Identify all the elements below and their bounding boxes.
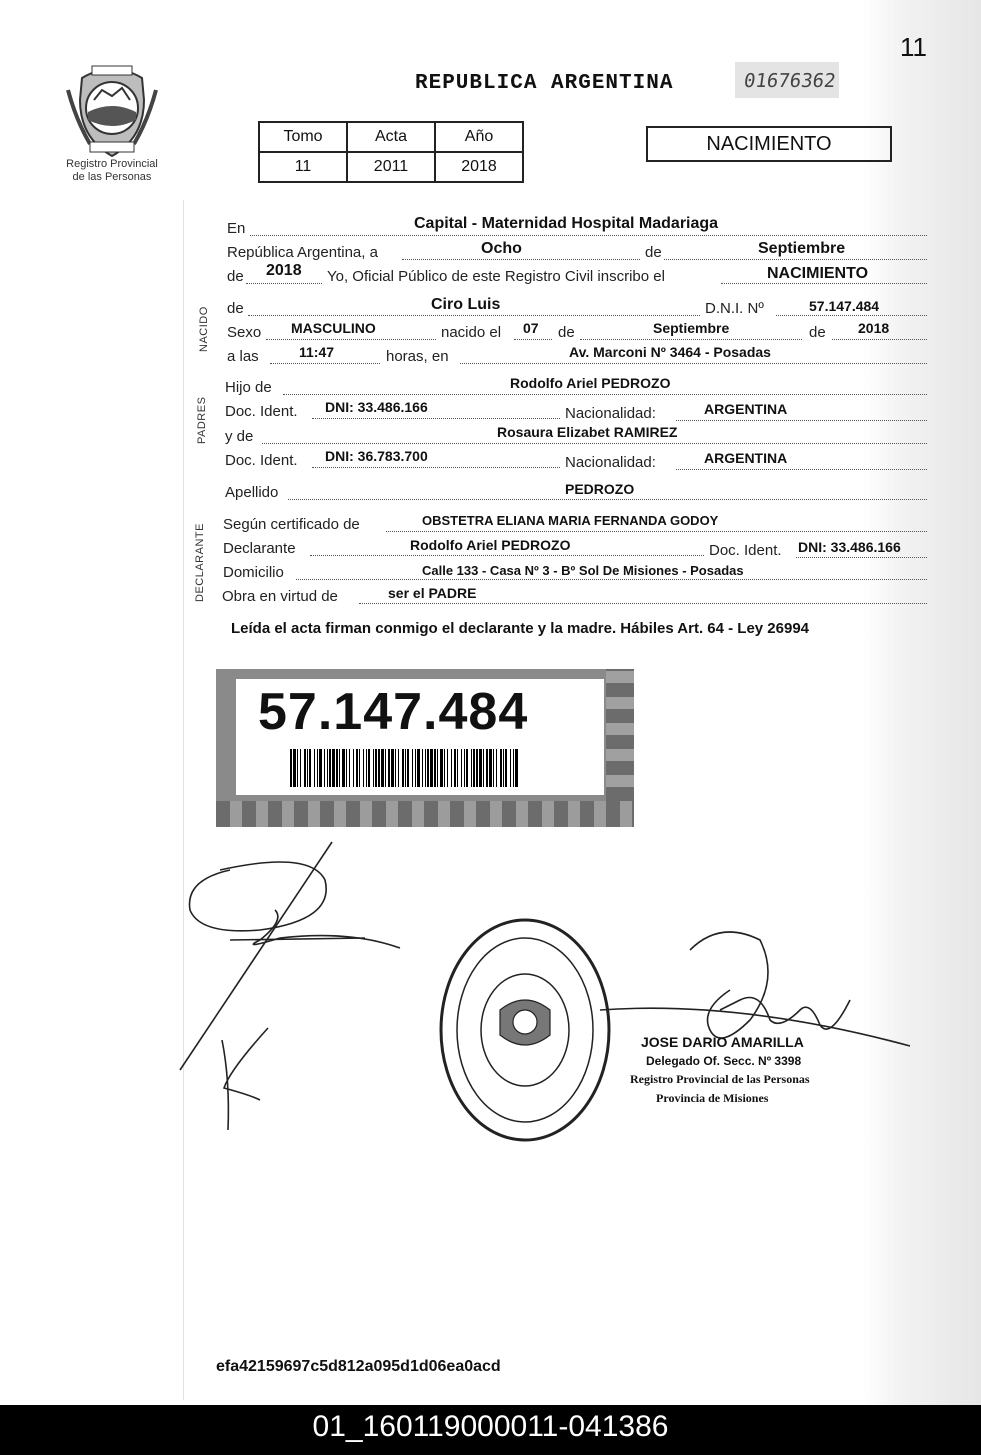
dotted-line xyxy=(250,235,927,236)
dotted-line xyxy=(296,579,927,580)
year-value: 2018 xyxy=(266,262,302,279)
dni-label: D.N.I. Nº xyxy=(705,300,764,317)
a-las-label: a las xyxy=(227,348,259,365)
sexo-value: MASCULINO xyxy=(291,320,376,336)
certificado-label: Según certificado de xyxy=(223,516,360,533)
dotted-line xyxy=(270,363,380,364)
birth-month-value: Septiembre xyxy=(653,320,730,336)
doc-ident-label: Doc. Ident. xyxy=(225,403,298,420)
header-ano: Año xyxy=(435,122,523,152)
dotted-line xyxy=(288,499,927,500)
side-label-declarante: DECLARANTE xyxy=(194,523,206,602)
province-seal-logo xyxy=(62,60,162,160)
value-ano: 2018 xyxy=(435,152,523,182)
sticker-id-number: 57.147.484 xyxy=(258,683,529,741)
de-label: de xyxy=(645,244,662,261)
official-name: JOSE DARIO AMARILLA xyxy=(641,1034,804,1050)
hijo-de-label: Hijo de xyxy=(225,379,272,396)
serial-number: 01676362 xyxy=(742,70,838,92)
dotted-line xyxy=(832,339,927,340)
en-label: En xyxy=(227,220,246,237)
dotted-line xyxy=(796,557,927,558)
dotted-line xyxy=(262,443,927,444)
y-de-label: y de xyxy=(225,428,254,445)
document-title: REPUBLICA ARGENTINA xyxy=(415,72,674,95)
month-value: Septiembre xyxy=(758,240,846,257)
dotted-line xyxy=(580,339,802,340)
sticker-pattern-band xyxy=(216,801,634,827)
dotted-line xyxy=(386,531,927,532)
birth-address-value: Av. Marconi Nº 3464 - Posadas xyxy=(569,344,771,360)
child-name-value: Ciro Luis xyxy=(431,296,501,313)
official-signature xyxy=(600,932,910,1046)
de-label: de xyxy=(227,300,244,317)
birth-place-value: Capital - Maternidad Hospital Madariaga xyxy=(414,215,719,232)
side-label-nacido: NACIDO xyxy=(198,306,210,352)
declarant-doc-value: DNI: 33.486.166 xyxy=(798,539,901,555)
birth-time-value: 11:47 xyxy=(299,344,335,360)
apellido-label: Apellido xyxy=(225,484,279,501)
nacionalidad-label: Nacionalidad: xyxy=(565,405,656,422)
nacido-el-label: nacido el xyxy=(441,324,502,341)
mother-name-value: Rosaura Elizabet RAMIREZ xyxy=(497,424,678,440)
domicilio-label: Domicilio xyxy=(223,564,284,581)
dotted-line xyxy=(310,555,704,556)
country-label: República Argentina, a xyxy=(227,244,378,261)
father-doc-value: DNI: 33.486.166 xyxy=(325,399,428,415)
declarant-name-value: Rodolfo Ariel PEDROZO xyxy=(410,537,571,553)
footer-document-id: 01_160119000011-041386 xyxy=(312,1410,669,1443)
logo-caption xyxy=(52,158,172,184)
dotted-line xyxy=(676,469,927,470)
official-round-stamp xyxy=(441,920,609,1140)
header-tomo: Tomo xyxy=(259,122,347,152)
mother-doc-value: DNI: 36.783.700 xyxy=(325,448,428,464)
dotted-line xyxy=(664,259,927,260)
sticker-pattern-side xyxy=(606,669,634,801)
dotted-line xyxy=(721,283,927,284)
horas-label: horas, en xyxy=(386,348,449,365)
mother-signature xyxy=(222,1028,268,1130)
reference-header-row xyxy=(259,122,523,152)
dotted-line xyxy=(248,315,700,316)
side-label-padres: PADRES xyxy=(196,396,208,444)
reference-table xyxy=(258,121,524,183)
declarant-signature xyxy=(180,842,400,1070)
doc-ident-label: Doc. Ident. xyxy=(709,542,782,559)
certificate-by-value: OBSTETRA ELIANA MARIA FERNANDA GODOY xyxy=(422,513,719,528)
day-words-value: Ocho xyxy=(481,240,522,257)
dotted-line xyxy=(359,603,927,604)
domicile-value: Calle 133 - Casa Nº 3 - Bº Sol De Misiones - Posadas xyxy=(422,563,744,578)
dotted-line xyxy=(402,259,640,260)
page-number: 11 xyxy=(900,32,927,62)
obra-label: Obra en virtud de xyxy=(222,588,338,605)
surname-value: PEDROZO xyxy=(565,481,635,497)
mother-nationality-value: ARGENTINA xyxy=(704,450,788,466)
birth-day-value: 07 xyxy=(523,320,539,336)
official-province: Provincia de Misiones xyxy=(656,1091,769,1105)
reference-value-row xyxy=(259,152,523,182)
dotted-line xyxy=(312,467,560,468)
father-nationality-value: ARGENTINA xyxy=(704,401,788,417)
sheet-edge xyxy=(183,200,184,1400)
dotted-line xyxy=(460,363,927,364)
nacionalidad-label: Nacionalidad: xyxy=(565,454,656,471)
official-office: Registro Provincial de las Personas xyxy=(630,1072,810,1086)
father-name-value: Rodolfo Ariel PEDROZO xyxy=(510,375,671,391)
dotted-line xyxy=(776,315,927,316)
obra-value: ser el PADRE xyxy=(388,585,477,601)
value-tomo: 11 xyxy=(259,152,347,182)
barcode xyxy=(290,749,518,787)
child-dni-value: 57.147.484 xyxy=(809,298,880,314)
dotted-line xyxy=(266,339,436,340)
signatures-and-stamp xyxy=(160,830,940,1150)
dotted-line xyxy=(246,283,322,284)
sexo-label: Sexo xyxy=(227,324,262,341)
dotted-line xyxy=(514,339,552,340)
logo-caption-line2: de las Personas xyxy=(72,171,152,183)
header-acta: Acta xyxy=(347,122,435,152)
dotted-line xyxy=(676,420,927,421)
logo-caption-line1: Registro Provincial xyxy=(66,158,158,170)
de-label: de xyxy=(809,324,826,341)
de-label: de xyxy=(227,268,244,285)
dotted-line xyxy=(312,418,560,419)
birth-year-value: 2018 xyxy=(858,320,890,336)
declarante-label: Declarante xyxy=(223,540,296,557)
official-title: Delegado Of. Secc. Nº 3398 xyxy=(646,1054,802,1068)
value-acta: 2011 xyxy=(347,152,435,182)
inscribe-text: Yo, Oficial Público de este Registro Civil inscribo el xyxy=(327,268,665,285)
closing-statement: Leída el acta firman conmigo el declarante y la madre. Hábiles Art. 64 - Ley 26994 xyxy=(231,620,810,637)
de-label: de xyxy=(558,324,575,341)
doc-ident-label: Doc. Ident. xyxy=(225,452,298,469)
inscribe-value: NACIMIENTO xyxy=(767,265,869,282)
dotted-line xyxy=(283,394,927,395)
record-type-box: NACIMIENTO xyxy=(646,126,892,162)
document-hash: efa42159697c5d812a095d1d06ea0acd xyxy=(216,1358,501,1375)
